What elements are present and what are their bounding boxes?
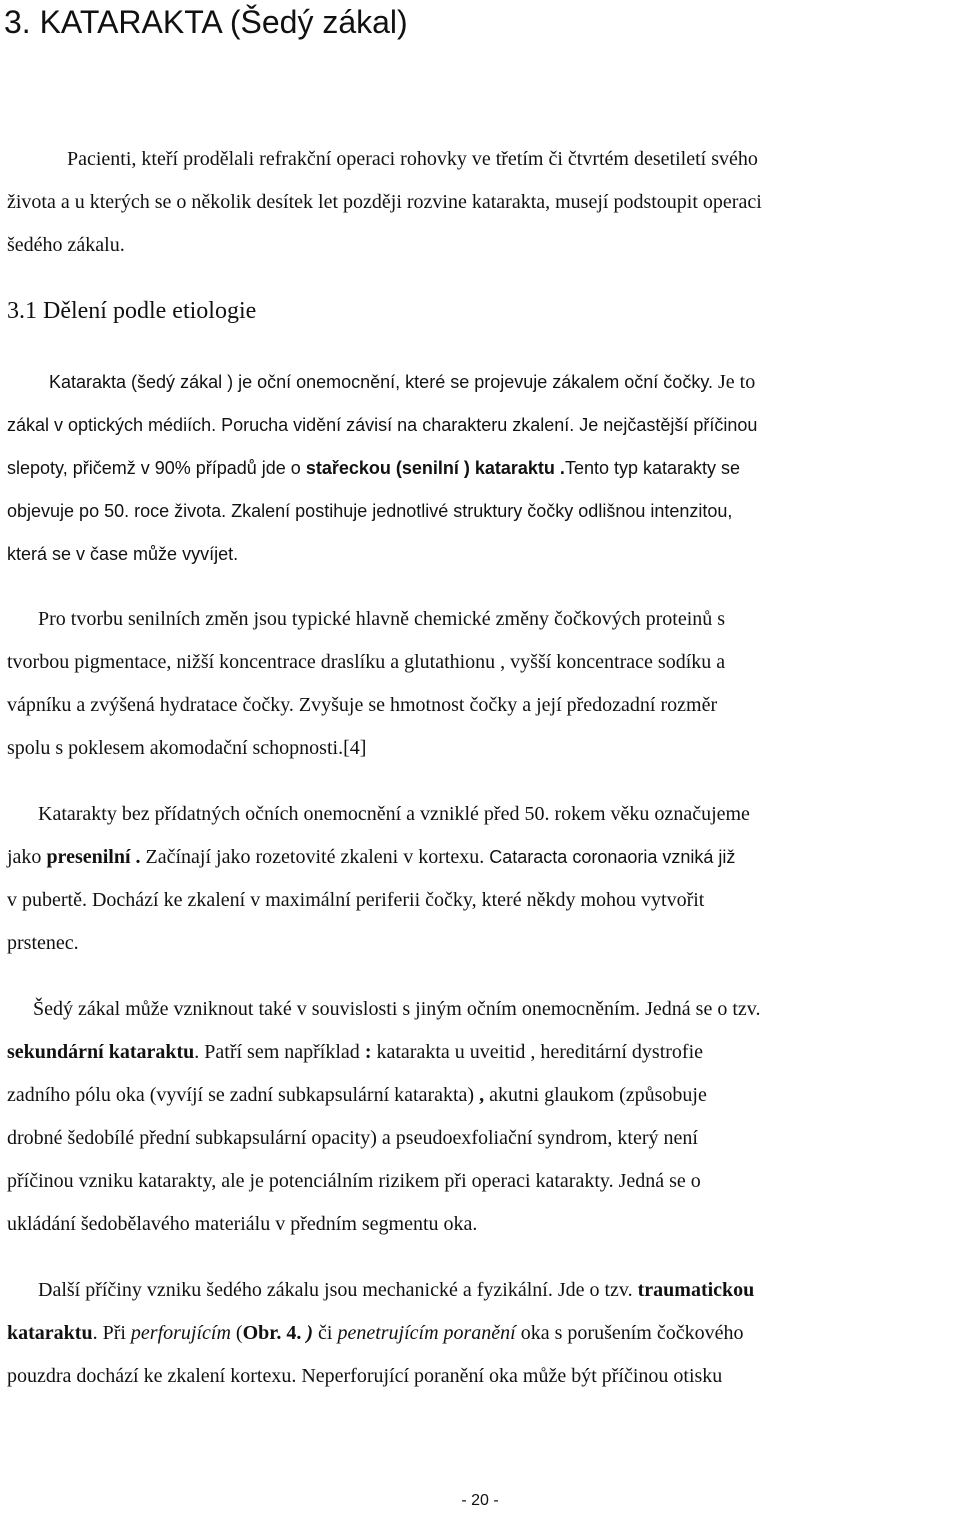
paragraph-5-line-6: ukládání šedobělavého materiálu v předním segmentu oka. [7, 1213, 478, 1235]
paragraph-1-line-2: života a u kterých se o několik desítek let později rozvine katarakta, musejí podstoupit operaci [7, 191, 762, 213]
italic-term: perforujícím [130, 1322, 231, 1344]
page-title: 3. KATARAKTA (Šedý zákal) [4, 4, 408, 40]
text-span: Začínají jako rozetovité zkaleni v kortexu. [140, 846, 490, 868]
page-number: - 20 - [461, 1492, 499, 1509]
text-span: zákal v optických médiích. Porucha vidění závisí na charakteru zkalení. [7, 415, 575, 435]
paragraph-6-line-2 [7, 1319, 743, 1347]
text-span: oka s porušením čočkového [515, 1322, 744, 1344]
text-span: slepoty, přičemž v 90% případů jde o [7, 458, 306, 478]
bold-term: sekundární kataraktu [7, 1041, 195, 1063]
text-span: či [313, 1322, 338, 1344]
bold-term: kataraktu [7, 1322, 93, 1344]
text-span: Další příčiny vzniku šedého zákalu jsou mechanické a fyzikální. Jde o tzv. [38, 1279, 638, 1301]
text-span: : [364, 1041, 372, 1063]
text-span: akutni glaukom (způsobuje [484, 1084, 707, 1106]
paragraph-2-line-4 [7, 497, 732, 525]
section-heading: 3.1 Dělení podle etiologie [7, 298, 257, 324]
text-span: Tento typ katarakty se [564, 458, 741, 478]
paragraph-2-line-5: která se v čase může vyvíjet. [7, 544, 239, 564]
text-span: Je nejčastější příčinou [574, 415, 758, 435]
italic-term: penetrujícím poranění [337, 1322, 516, 1344]
paragraph-3-line-2: tvorbou pigmentace, nižší koncentrace draslíku a glutathionu , vyšší koncentrace sodíku a [7, 651, 726, 673]
text-span: objevuje po 50. roce života. [7, 501, 227, 521]
bold-term: stařeckou (senilní ) kataraktu [305, 458, 555, 478]
text-span: jako [7, 846, 47, 868]
text-span: . Patří sem například [194, 1041, 365, 1063]
paragraph-5-line-2 [7, 1038, 703, 1066]
paragraph-3-line-1: Pro tvorbu senilních změn jsou typické hlavně chemické změny čočkových proteinů s [38, 608, 726, 630]
paragraph-3-line-4: spolu s poklesem akomodační schopnosti.[4] [7, 737, 367, 759]
paragraph-1-line-1: Pacienti, kteří prodělali refrakční operaci rohovky ve třetím či čtvrtém desetiletí svého [67, 148, 758, 170]
text-span: , [474, 1084, 485, 1106]
paragraph-2-line-1 [49, 368, 755, 396]
paragraph-2-line-2 [7, 411, 757, 439]
paragraph-6-line-1 [38, 1276, 754, 1304]
text-span: Cataracta coronaoria vzniká již [489, 847, 736, 867]
text-span: katarakta u uveitid , hereditární dystrofie [371, 1041, 704, 1063]
text-span: ( [230, 1322, 243, 1344]
figure-reference: Obr. 4. [242, 1322, 302, 1344]
paragraph-5-line-1: Šedý zákal může vzniknout také v souvislosti s jiným očním onemocněním. Jedná se o tzv. [33, 998, 761, 1020]
text-span: Je to [713, 371, 756, 393]
paragraph-2-line-3 [7, 454, 740, 482]
paragraph-4-line-1: Katarakty bez přídatných očních onemocnění a vzniklé před 50. rokem věku označujeme [38, 803, 750, 825]
paragraph-3-line-3: vápníku a zvýšená hydratace čočky. Zvyšuje se hmotnost čočky a její předozadní rozměr [7, 694, 718, 716]
paragraph-5-line-4: drobné šedobílé přední subkapsulární opacity) a pseudoexfoliační syndrom, který není [7, 1127, 698, 1149]
paragraph-5-line-3 [7, 1081, 707, 1109]
text-span: . Při [92, 1322, 131, 1344]
bold-term: traumatickou [637, 1279, 755, 1301]
paragraph-6-line-3: pouzdra dochází ke zkalení kortexu. Neperforující poranění oka může být příčinou otisku [7, 1365, 723, 1387]
paragraph-4-line-4: prstenec. [7, 932, 79, 954]
paragraph-5-line-5: příčinou vzniku katarakty, ale je potenciálním rizikem při operaci katarakty. Jedná se o [7, 1170, 701, 1192]
text-span: ) [301, 1322, 313, 1344]
text-span: Katarakta (šedý zákal ) je oční onemocnění, které se projevuje zákalem oční čočky. [49, 372, 713, 392]
text-span: Zkalení postihuje jednotlivé struktury čočky odlišnou intenzitou, [226, 501, 733, 521]
bold-term: presenilní . [46, 846, 141, 868]
paragraph-1-line-3: šedého zákalu. [7, 234, 125, 256]
text-span: zadního pólu oka (vyvíjí se zadní subkapsulární katarakta) [7, 1084, 475, 1106]
text-span: . [554, 458, 565, 478]
paragraph-4-line-2 [7, 843, 735, 871]
paragraph-4-line-3: v pubertě. Dochází ke zkalení v maximální periferii čočky, které někdy mohou vytvořit [7, 889, 705, 911]
